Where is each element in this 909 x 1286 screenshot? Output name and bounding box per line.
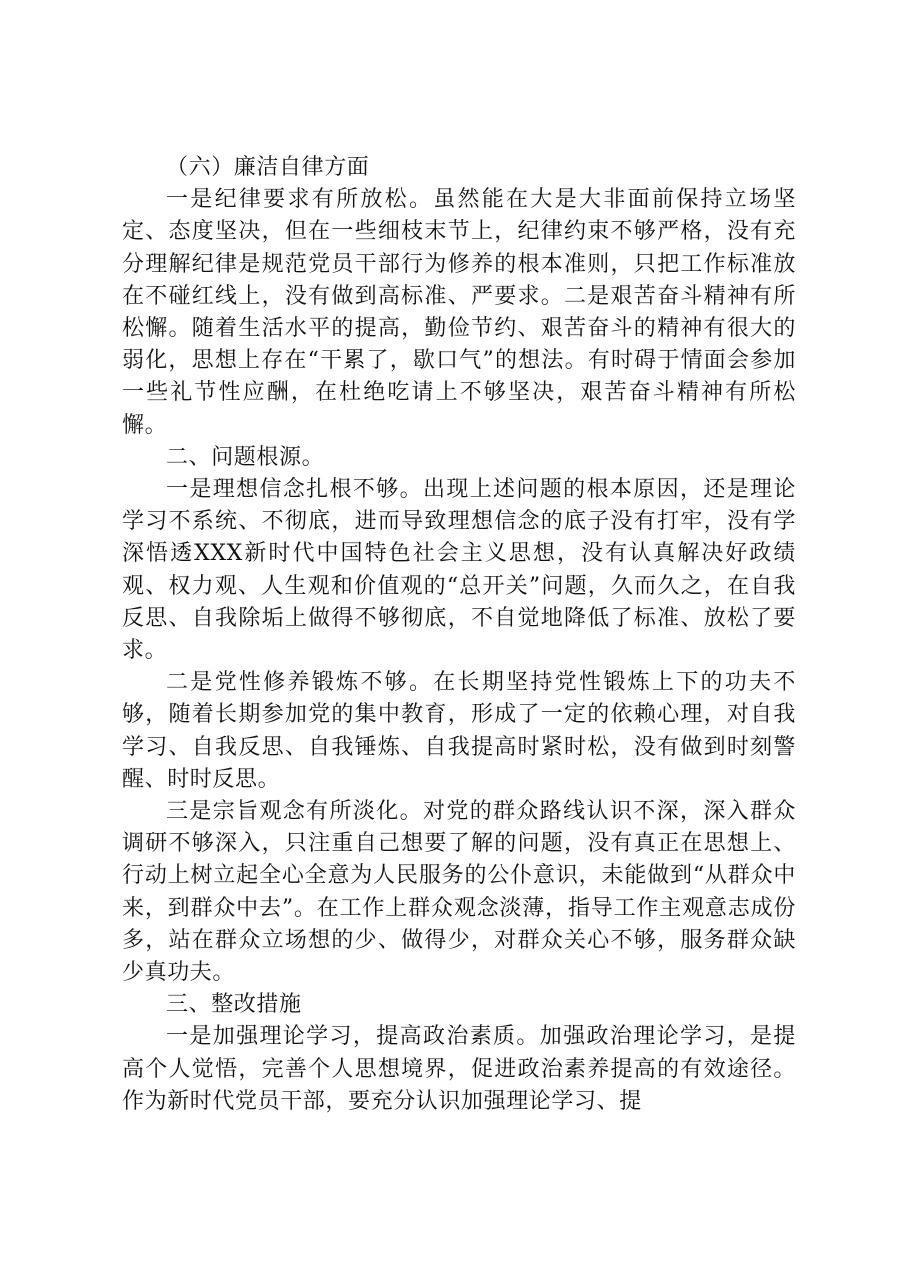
section-heading-measures: 三、整改措施 <box>166 992 302 1018</box>
section-heading-integrity: （六）廉洁自律方面 <box>166 155 370 180</box>
document-body <box>122 152 796 1118</box>
paragraph-purpose: 三是宗旨观念有所淡化。对党的群众路线认识不深，深入群众调研不够深入，只注重自己想要了解的问题，没有真正在思想上、行动上树立起全心全意为人民服务的公仆意识，未能做到“从群众中来，到群众中去”。在工作上群众观念淡薄，指导工作主观意志成份多，站在群众立场想的少、做得少，对群众关心不够，服务群众缺少真功夫。 <box>122 799 796 986</box>
paragraph-party-spirit: 二是党性修养锻炼不够。在长期坚持党性锻炼上下的功夫不够，随着长期参加党的集中教育，形成了一定的依赖心理，对自我学习、自我反思、自我锤炼、自我提高时紧时松，没有做到时刻警醒、时时反思。 <box>122 670 796 792</box>
paragraph-discipline: 一是纪律要求有所放松。虽然能在大是大非面前保持立场坚定、态度坚决，但在一些细枝末节上，纪律约束不够严格，没有充分理解纪律是规范党员干部行为修养的根本准则，只把工作标准放在不碰红线上，没有做到高标准、严要求。二是艰苦奋斗精神有所松懈。随着生活水平的提高，勤俭节约、艰苦奋斗的精神有很大的弱化，思想上存在“干累了，歇口气”的想法。有时碍于情面会参加一些礼节性应酬，在杜绝吃请上不够坚决，艰苦奋斗精神有所松懈。 <box>122 187 796 438</box>
paragraph-ideals: 一是理想信念扎根不够。出现上述问题的根本原因，还是理论学习不系统、不彻底，进而导致理想信念的底子没有打牢，没有学深悟透XXX新时代中国特色社会主义思想，没有认真解决好政绩观、权力观、人生观和价值观的“总开关”问题，久而久之，在自我反思、自我除垢上做得不够彻底，不自觉地降低了标准、放松了要求。 <box>122 477 796 664</box>
section-heading-root-causes: 二、问题根源。 <box>166 444 325 470</box>
paragraph-theory-study: 一是加强理论学习，提高政治素质。加强政治理论学习，是提高个人觉悟，完善个人思想境界，促进政治素养提高的有效途径。作为新时代党员干部，要充分认识加强理论学习、提 <box>122 1024 796 1114</box>
